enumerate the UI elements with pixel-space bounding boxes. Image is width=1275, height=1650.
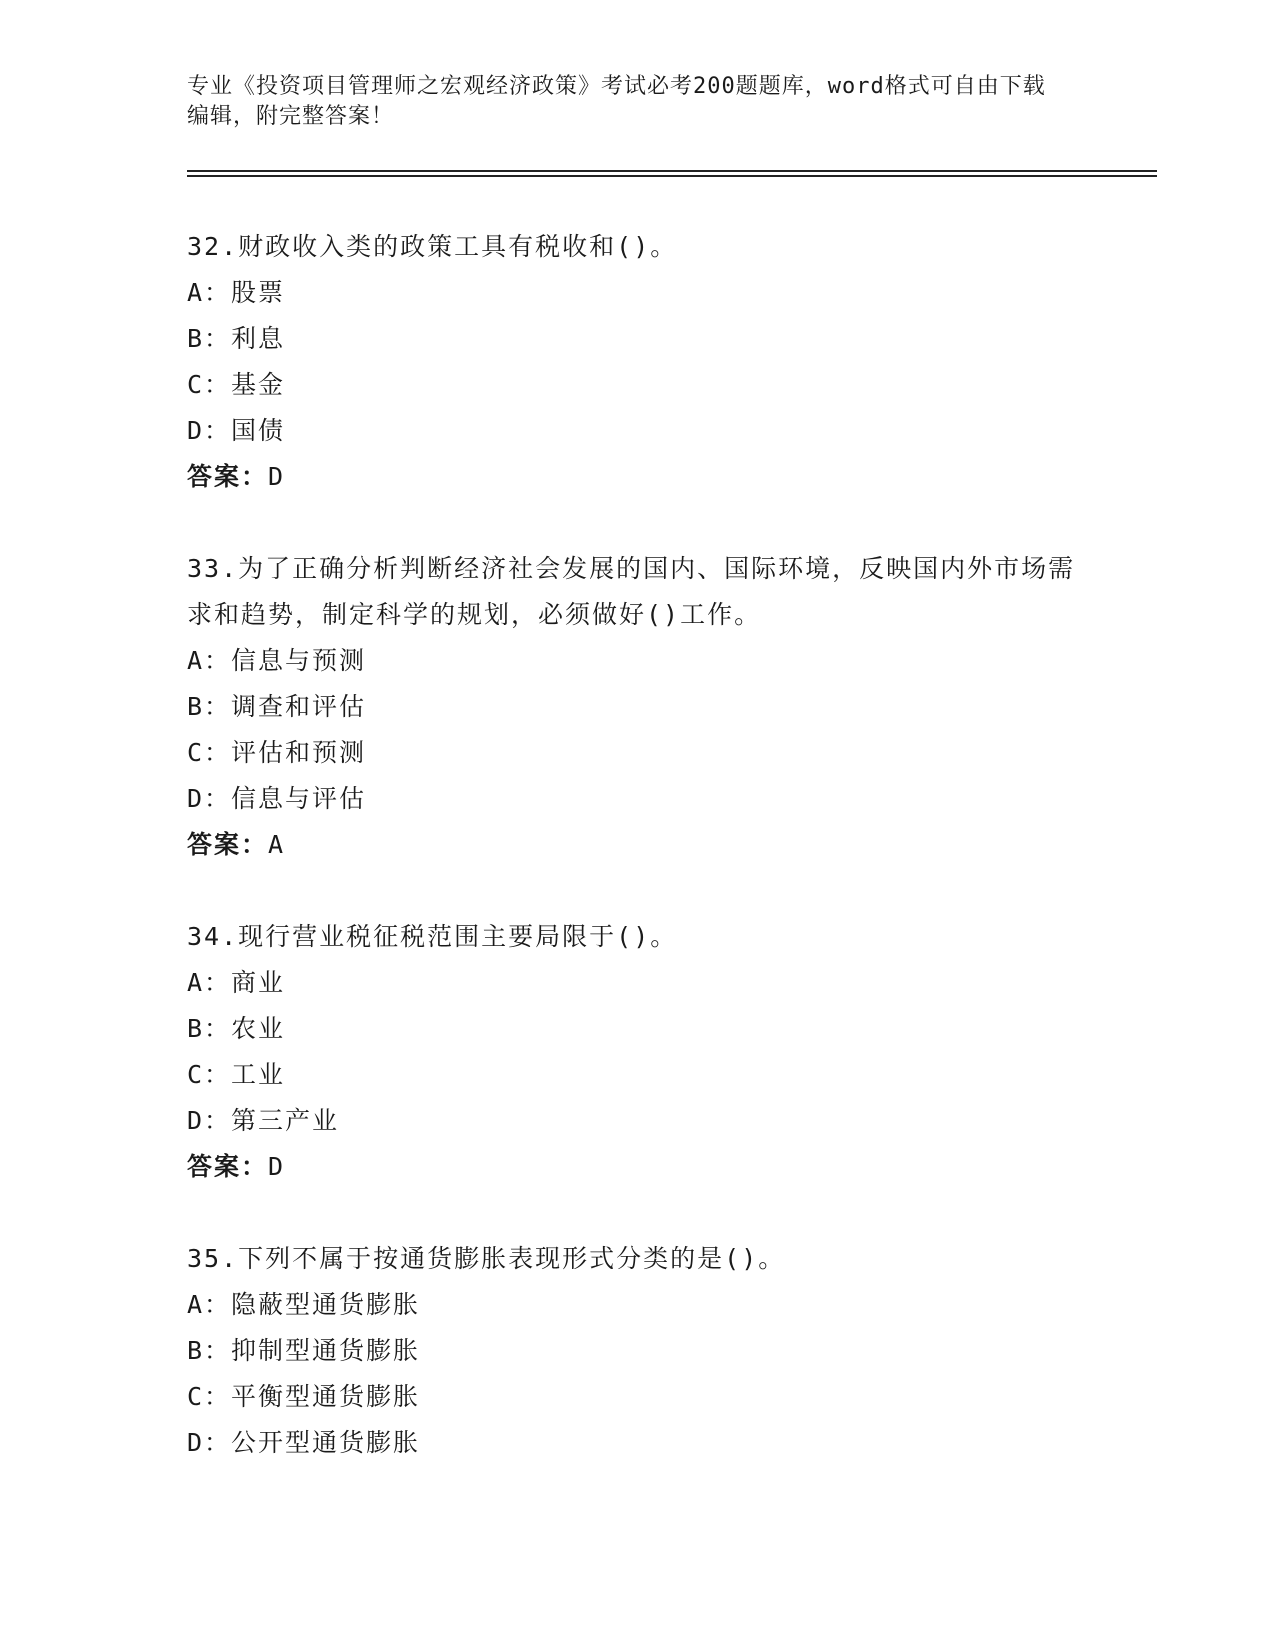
option-b: B：农业 <box>187 1014 286 1043</box>
answer-value: A <box>268 830 286 859</box>
question-33 <box>187 546 1157 868</box>
question-stem: 32.财政收入类的政策工具有税收和()。 <box>187 232 678 261</box>
option-b: B：抑制型通货膨胀 <box>187 1336 421 1365</box>
answer-value: D <box>268 462 286 491</box>
answer-line <box>187 822 1157 868</box>
option-a: A：隐蔽型通货膨胀 <box>187 1290 421 1319</box>
option-d: D：公开型通货膨胀 <box>187 1428 421 1457</box>
question-list <box>187 224 1157 1466</box>
answer-line <box>187 1144 1157 1190</box>
option-a: A：股票 <box>187 278 286 307</box>
document-header-title: 专业《投资项目管理师之宏观经济政策》考试必考200题题库，word格式可自由下载编辑，附完整答案！ <box>187 74 1046 129</box>
question-35 <box>187 1236 1157 1466</box>
header-divider <box>187 170 1157 177</box>
answer-label: 答案： <box>187 1152 269 1181</box>
answer-label: 答案： <box>187 830 269 859</box>
option-d: D：信息与评估 <box>187 784 367 813</box>
question-stem: 33.为了正确分析判断经济社会发展的国内、国际环境，反映国内外市场需求和趋势，制定科学的规划，必须做好()工作。 <box>187 554 1076 629</box>
option-c: C：平衡型通货膨胀 <box>187 1382 421 1411</box>
option-d: D：国债 <box>187 416 286 445</box>
option-b: B：利息 <box>187 324 286 353</box>
option-b: B：调查和评估 <box>187 692 367 721</box>
option-d: D：第三产业 <box>187 1106 340 1135</box>
option-c: C：工业 <box>187 1060 286 1089</box>
answer-value: D <box>268 1152 286 1181</box>
option-a: A：信息与预测 <box>187 646 367 675</box>
question-32 <box>187 224 1157 500</box>
question-stem: 35.下列不属于按通货膨胀表现形式分类的是()。 <box>187 1244 786 1273</box>
answer-line <box>187 454 1157 500</box>
option-c: C：基金 <box>187 370 286 399</box>
document-page <box>187 72 1157 1512</box>
answer-label: 答案： <box>187 462 269 491</box>
question-34 <box>187 914 1157 1190</box>
option-c: C：评估和预测 <box>187 738 367 767</box>
option-a: A：商业 <box>187 968 286 997</box>
question-stem: 34.现行营业税征税范围主要局限于()。 <box>187 922 678 951</box>
